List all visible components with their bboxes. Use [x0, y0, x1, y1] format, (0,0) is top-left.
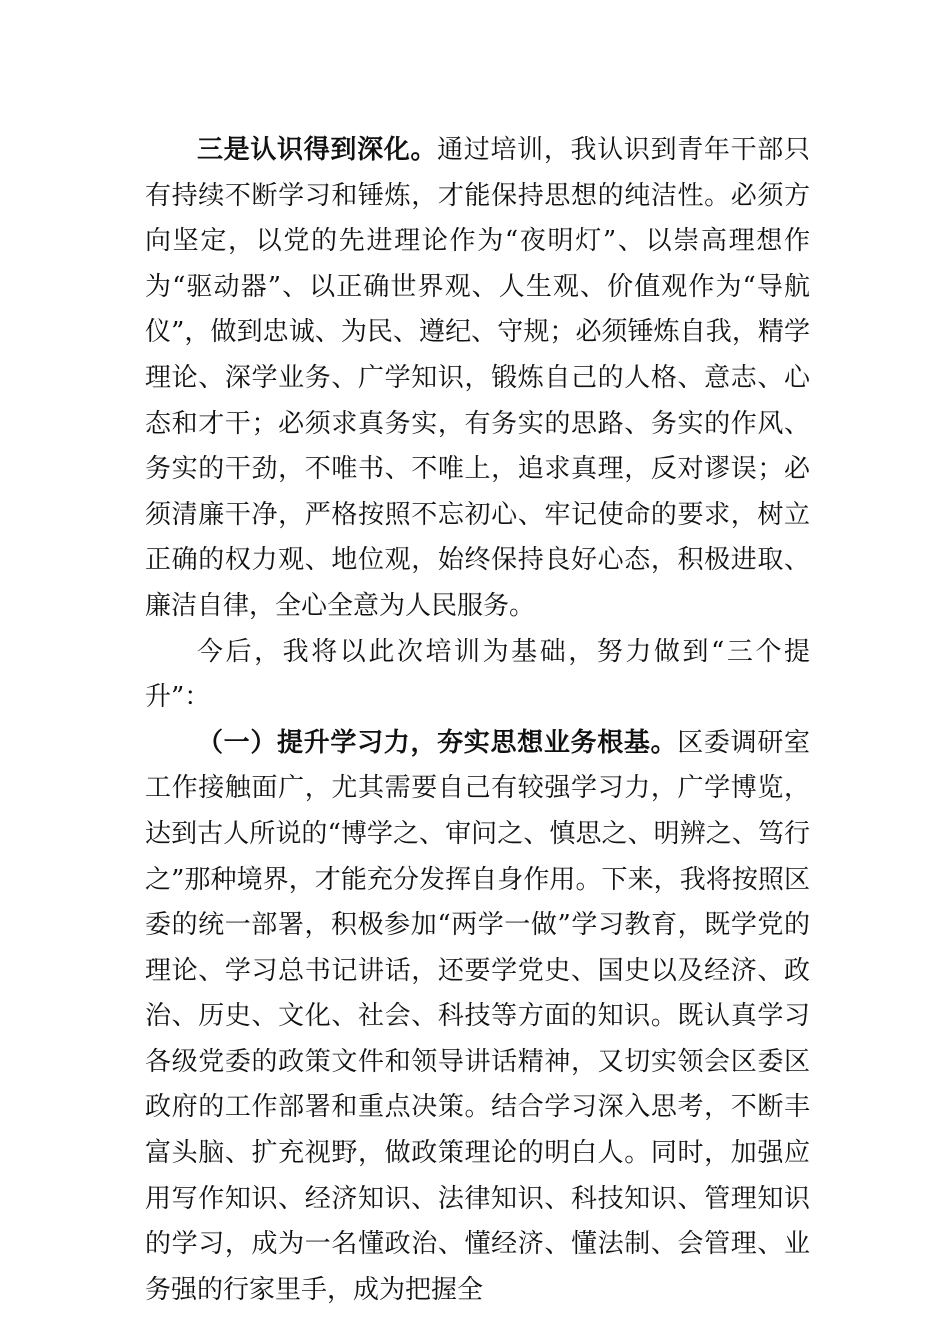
paragraph-lead-heading: （一）提升学习力，夯实思想业务根基。 [197, 727, 678, 758]
paragraph-improve-learning [145, 721, 810, 1314]
body-text [145, 128, 810, 1313]
paragraph-body: 通过培训，我认识到青年干部只有持续不断学习和锤炼，才能保持思想的纯洁性。必须方向坚定，以党的先进理论作为“夜明灯”、以崇高理想作为“驱动器”、以正确世界观、人生观、价值观作为“导航仪”，做到忠诚、为民、遵纪、守规；必须锤炼自我，精学理论、深学业务、广学知识，锻炼自己的人格、意志、心态和才干；必须求真务实，有务实的思路、务实的作风、务实的干劲，不唯书、不唯上，追求真理，反对谬误；必须清廉干净，严格按照不忘初心、牢记使命的要求，树立正确的权力观、地位观，始终保持良好心态，积极进取、廉洁自律，全心全意为人民服务。 [145, 135, 810, 621]
paragraph-three-improvements-intro [145, 630, 810, 721]
paragraph-body: 今后，我将以此次培训为基础，努力做到“三个提升”： [145, 636, 810, 713]
paragraph-body: 区委调研室工作接触面广，尤其需要自己有较强学习力，广学博览，达到古人所说的“博学之、审问之、慎思之、明辨之、笃行之”那种境界，才能充分发挥自身作用。下来，我将按照区委的统一部署，积极参加“两学一做”学习教育，既学党的理论、学习总书记讲话，还要学党史、国史以及经济、政治、历史、文化、社会、科技等方面的知识。既认真学习各级党委的政策文件和领导讲话精神，又切实领会区委区政府的工作部署和重点决策。结合学习深入思考，不断丰富头脑、扩充视野，做政策理论的明白人。同时，加强应用写作知识、经济知识、法律知识、科技知识、管理知识的学习，成为一名懂政治、懂经济、懂法制、会管理、业务强的行家里手，成为把握全 [145, 727, 810, 1305]
paragraph-lead-heading: 三是认识得到深化。 [197, 135, 438, 165]
paragraph-deepened-understanding [145, 128, 810, 630]
